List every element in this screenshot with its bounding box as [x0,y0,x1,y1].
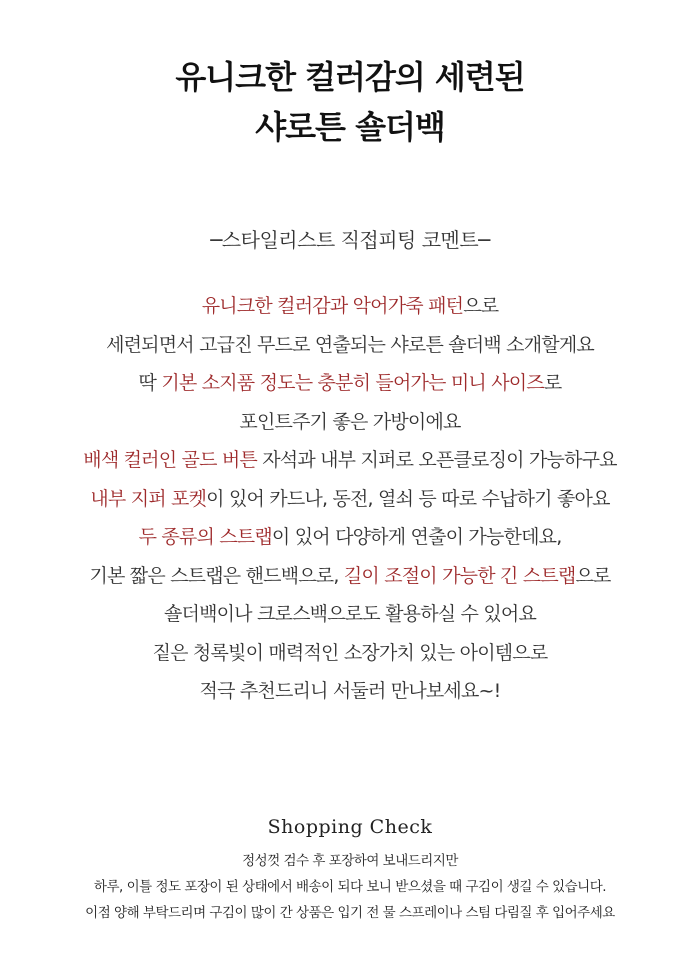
product-title-line-2: 샤로튼 숄더백 [255,108,445,146]
highlighted-phrase: 두 종류의 스트랩 [138,526,272,548]
comment-text: 포인트주기 좋은 가방이에요 [239,410,461,433]
shopping-check-title: Shopping Check [267,816,433,838]
comment-text: 이 있어 다양하게 연출이 가능한데요, [271,526,562,548]
highlighted-phrase: 배색 컬러인 골드 버튼 [83,449,257,471]
comment-text: 숄더백이나 크로스백으로도 활용하실 수 있어요 [163,603,537,625]
comment-text: 기본 짧은 스트랩은 핸드백으로, [89,564,344,587]
stylist-comment-line [0,518,700,557]
stylist-comment-line [0,287,700,326]
comment-text: 이 있어 카드나, 동전, 열쇠 등 따로 수납하기 좋아요 [206,487,610,510]
shopping-check-line: 하루, 이틀 정도 포장이 된 상태에서 배송이 되다 보니 받으셨을 때 구김이 생길 수 있습니다. [93,879,607,895]
stylist-comment-line [0,672,700,711]
highlighted-phrase: 길이 조절이 가능한 긴 스트랩 [343,564,576,587]
shopping-check-line: 이점 양해 부탁드리며 구김이 많이 간 상품은 입기 전 물 스프레이나 스팀 다림질 후 입어주세요 [85,905,615,921]
shopping-check-notice [0,848,700,926]
product-title-line-1: 유니크한 컬러감의 세련된 [175,58,525,96]
stylist-comment-line [0,441,700,480]
comment-text: 적극 추천드리니 서둘러 만나보세요~! [199,680,501,702]
highlighted-phrase: 유니크한 컬러감과 악어가죽 패턴 [201,295,464,317]
comment-text: 으로 [575,564,611,587]
stylist-comment-line [0,595,700,634]
stylist-comment-line [0,634,700,673]
comment-text: 자석과 내부 지퍼로 오픈클로징이 가능하구요 [256,449,617,471]
comment-text: 세련되면서 고급진 무드로 연출되는 샤로튼 숄더백 소개할게요 [106,333,594,356]
stylist-comment-line [0,403,700,442]
shopping-check-line: 정성껏 검수 후 포장하여 보내드리지만 [242,853,458,869]
highlighted-phrase: 내부 지퍼 포켓 [90,487,207,510]
comment-text: 딱 [138,372,162,394]
product-title [0,52,700,152]
stylist-comment-list [0,287,700,711]
comment-text: 로 [543,372,562,394]
highlighted-phrase: 기본 소지품 정도는 충분히 들어가는 미니 사이즈 [161,372,544,394]
stylist-comment-line [0,480,700,519]
stylist-comment-line [0,326,700,365]
stylist-comment-line [0,364,700,403]
stylist-comment-line [0,557,700,596]
comment-text: 짙은 청록빛이 매력적인 소장가치 있는 아이템으로 [152,641,548,664]
comment-text: 으로 [463,295,499,317]
stylist-comment-heading: ─스타일리스트 직접피팅 코멘트─ [210,228,490,252]
